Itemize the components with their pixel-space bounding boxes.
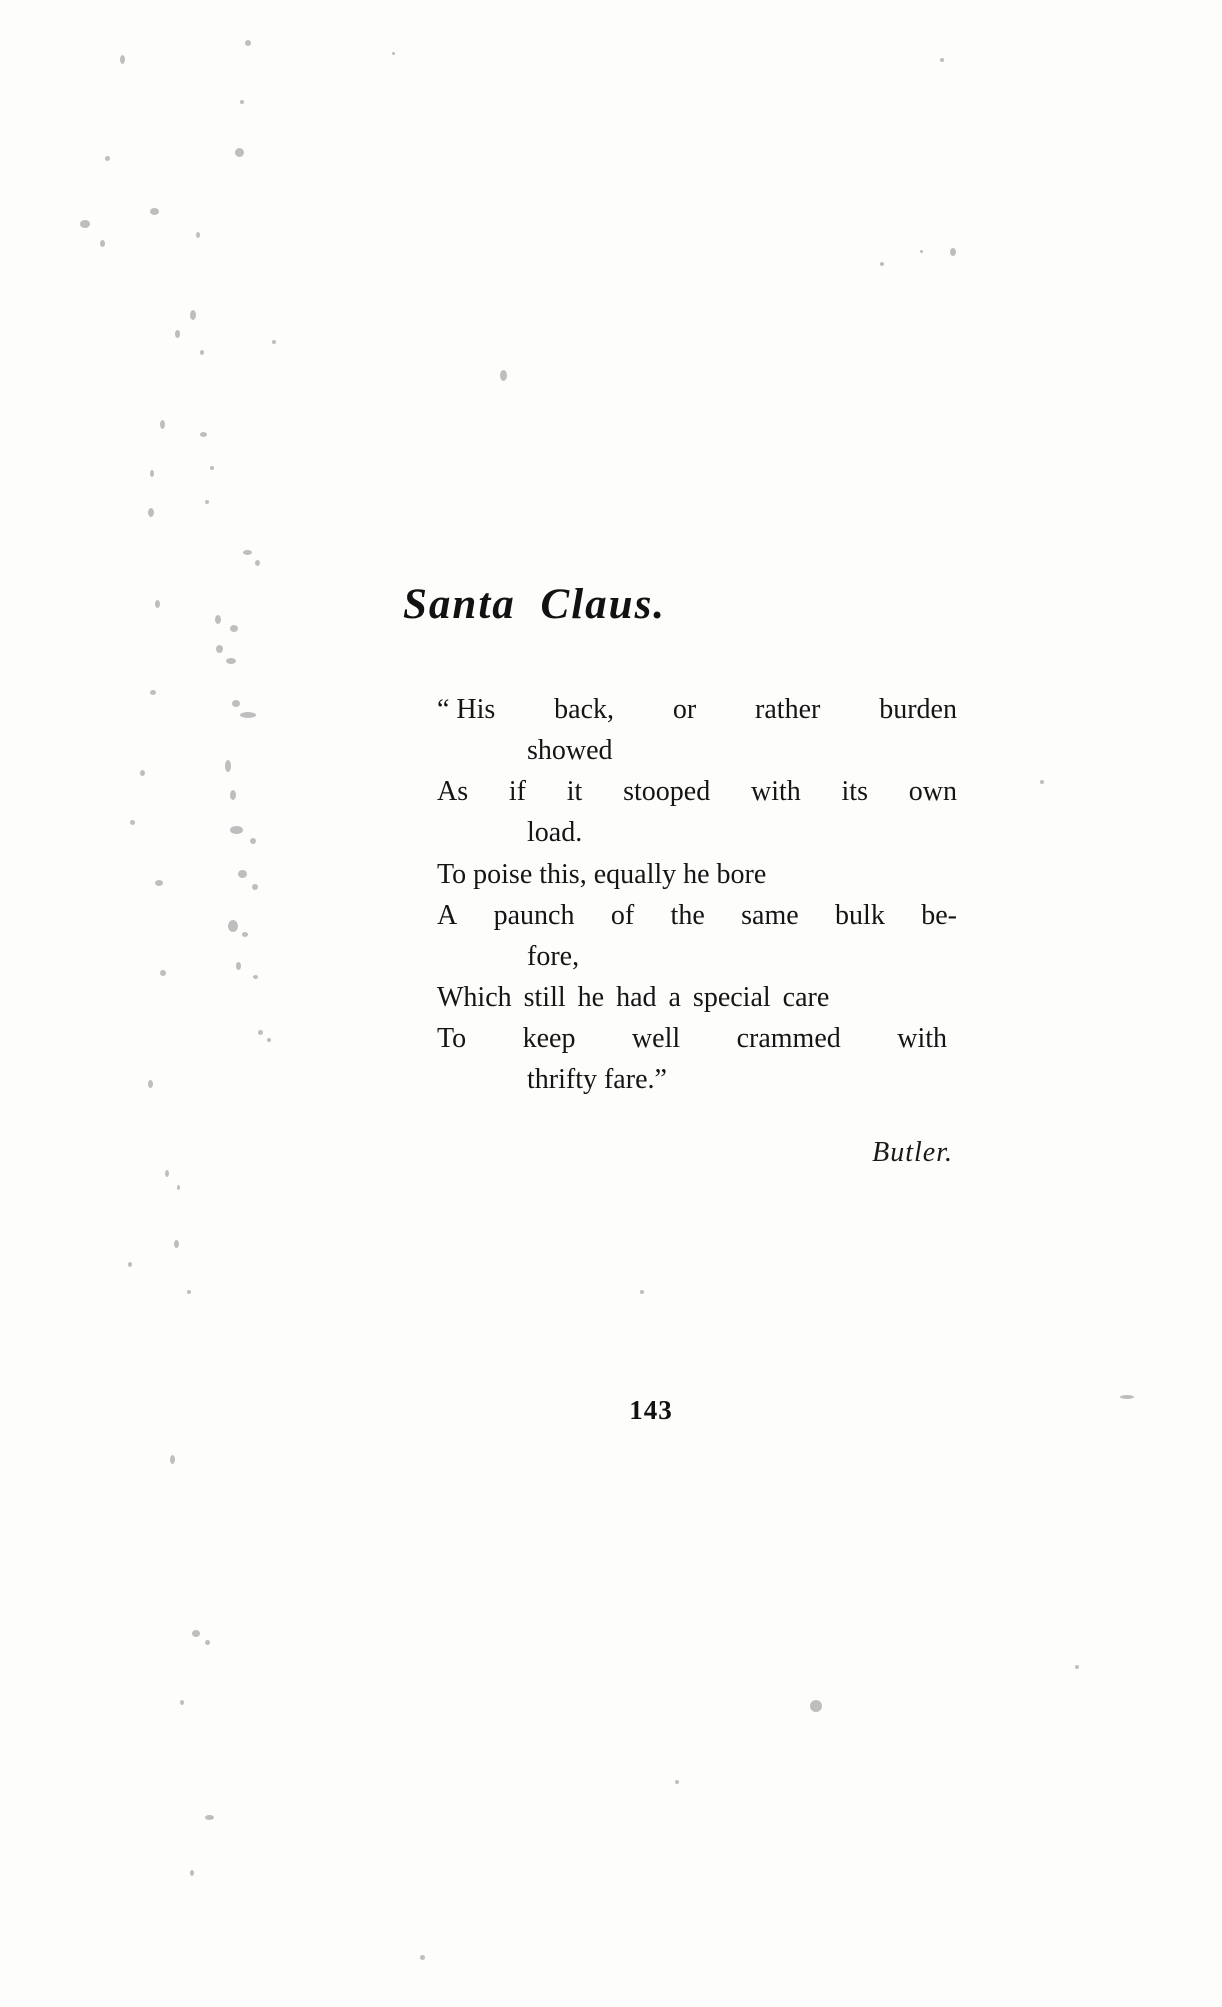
- poem-word: own: [908, 776, 957, 808]
- poem-word: As: [437, 776, 469, 808]
- poem-word: “ His: [437, 694, 496, 725]
- poem-line: thrifty fare.”: [527, 1064, 667, 1096]
- poem-word: bulk: [835, 899, 885, 931]
- poem-word: of: [610, 899, 635, 931]
- poem-word: rather: [755, 694, 821, 725]
- poem-word: back,: [554, 694, 615, 725]
- poem-word: stooped: [623, 776, 711, 808]
- poem-word: well: [631, 1023, 681, 1055]
- poem-attribution: Butler.: [872, 1136, 953, 1168]
- poem-word: the: [670, 899, 705, 931]
- poem-line: fore,: [527, 940, 580, 972]
- poem-line: [437, 1018, 947, 1059]
- poem-line: [437, 895, 957, 936]
- poem-word: if: [508, 776, 526, 808]
- poem-stanza: [395, 689, 985, 1101]
- poem-word: with: [750, 776, 801, 808]
- poem-word: or: [672, 694, 697, 725]
- poem-word: A: [437, 899, 458, 931]
- poem-word: it: [566, 776, 583, 808]
- poem-line: load.: [527, 817, 583, 849]
- poem-word: with: [897, 1023, 947, 1055]
- poem-line: showed: [527, 735, 613, 767]
- poem-word: To: [437, 1023, 467, 1055]
- poem-word: be-: [921, 899, 957, 931]
- poem-word: paunch: [493, 899, 575, 931]
- poem-word: crammed: [736, 1023, 841, 1055]
- poem-word: burden: [879, 694, 957, 725]
- poem-line: [437, 771, 957, 812]
- poem-word: keep: [522, 1023, 576, 1055]
- poem-line: Which still he had a special care: [437, 982, 830, 1014]
- poem-block: [395, 580, 985, 1169]
- poem-line: [437, 689, 957, 730]
- poem-word: same: [741, 899, 799, 931]
- poem-word: its: [841, 776, 868, 808]
- page-number: 143: [629, 1395, 673, 1425]
- poem-line: To poise this, equally he bore: [437, 858, 767, 890]
- page-title: Santa Claus.: [403, 581, 667, 628]
